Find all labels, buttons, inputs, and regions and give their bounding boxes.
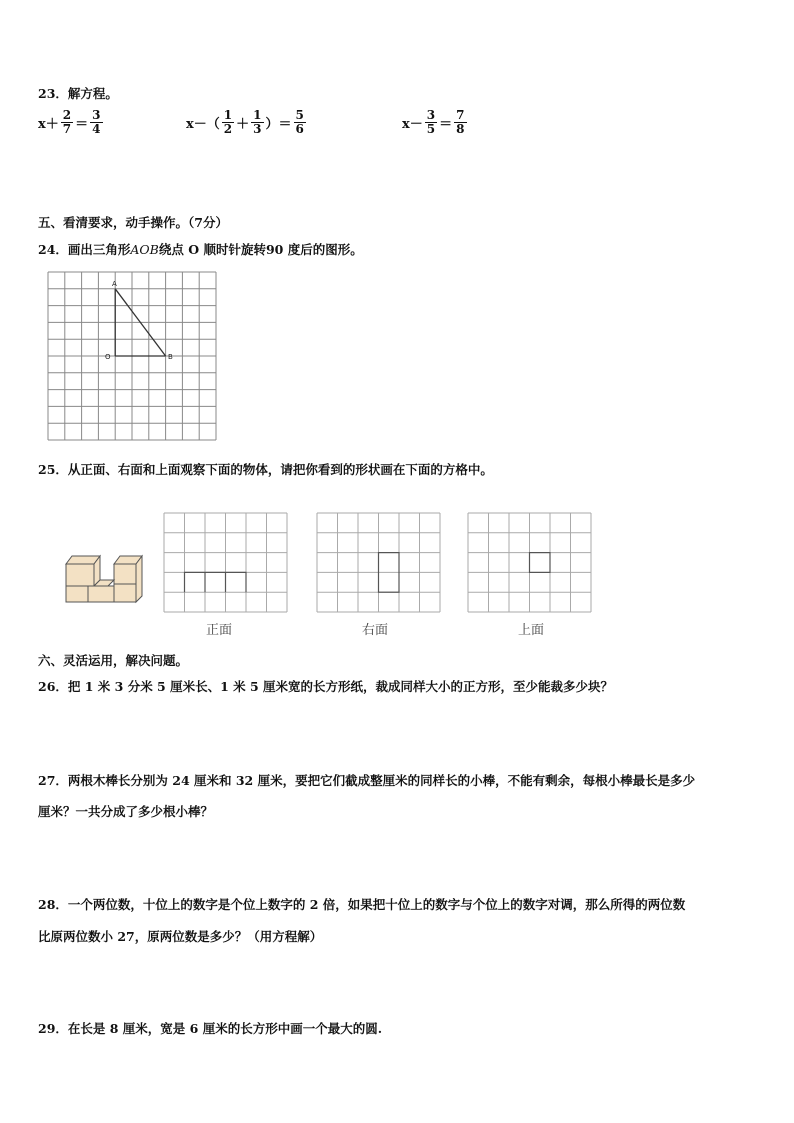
block-object-figure <box>62 546 146 604</box>
q24-prefix: 24．画出三角形 <box>38 242 131 257</box>
cube-stack <box>66 556 142 602</box>
front-view-shape <box>185 572 247 592</box>
eq1-frac-1: $\frac{2}{7}$ <box>62 108 72 136</box>
q26-text: 26．把 1 米 3 分米 5 厘米长、1 米 5 厘米宽的长方形纸，裁成同样大小的正方形，至少能裁多少块？ <box>38 679 614 694</box>
eq2-frac-2: $\frac{1}{3}$ <box>253 108 262 136</box>
q24-suffix: 绕点 O 顺时针旋转90 度后的图形。 <box>158 242 363 257</box>
q27-line-2: 厘米？一共分成了多少根小棒？ <box>38 804 214 819</box>
grid-top-view <box>467 512 592 613</box>
eq2-frac-1: $\frac{1}{2}$ <box>223 108 233 136</box>
point-a-label: A <box>112 280 117 288</box>
eq3-frac-1: $\frac{3}{5}$ <box>426 108 436 136</box>
section-6-heading: 六、灵活运用，解决问题。 <box>38 653 189 668</box>
point-o-label: O <box>105 353 111 361</box>
top-view-shape <box>530 553 551 573</box>
eq3-lhs: x－ <box>402 117 423 132</box>
equation-2 <box>186 109 306 136</box>
equation-3 <box>402 109 467 136</box>
q25-text: 25．从正面、右面和上面观察下面的物体，请把你看到的形状画在下面的方格中。 <box>38 462 493 477</box>
eq2-lhs: x－（ <box>186 117 220 132</box>
q27-line-1: 27．两根木棒长分别为 24 厘米和 32 厘米，要把它们截成整厘米的同样长的小棒，不能有剩余，每根小棒最长是多少 <box>38 773 696 788</box>
label-right-view: 右面 <box>362 623 389 638</box>
grid-right-view <box>316 512 441 613</box>
eq3-frac-2: $\frac{7}{8}$ <box>456 108 465 136</box>
q28-line-1: 28．一个两位数，十位上的数字是个位上数字的 2 倍，如果把十位上的数字与个位上的数字对调，那么所得的两位数 <box>38 897 686 912</box>
section-5-heading: 五、看清要求，动手操作。（7分） <box>38 215 228 230</box>
grid-front-view <box>163 512 288 613</box>
eq2-plus: ＋ <box>236 117 250 132</box>
eq2-close: ）＝ <box>265 117 292 132</box>
eq3-equals: ＝ <box>439 117 453 132</box>
q23-title: 23．解方程。 <box>38 86 118 101</box>
q29-text: 29．在长是 8 厘米，宽是 6 厘米的长方形中画一个最大的圆. <box>38 1021 383 1036</box>
point-b-label: B <box>168 353 173 361</box>
eq2-frac-3: $\frac{5}{6}$ <box>295 108 304 136</box>
q24-text <box>38 240 363 258</box>
label-top-view: 上面 <box>518 623 545 638</box>
eq1-frac-2: $\frac{3}{4}$ <box>92 108 101 136</box>
equation-1 <box>38 109 103 136</box>
q24-math: AOB <box>130 242 159 257</box>
label-front-view: 正面 <box>206 623 233 638</box>
q28-line-2: 比原两位数小 27，原两位数是多少？（用方程解） <box>38 929 323 944</box>
rotation-grid <box>46 270 218 442</box>
eq1-lhs: x＋ <box>38 117 59 132</box>
eq1-equals: ＝ <box>75 117 89 132</box>
